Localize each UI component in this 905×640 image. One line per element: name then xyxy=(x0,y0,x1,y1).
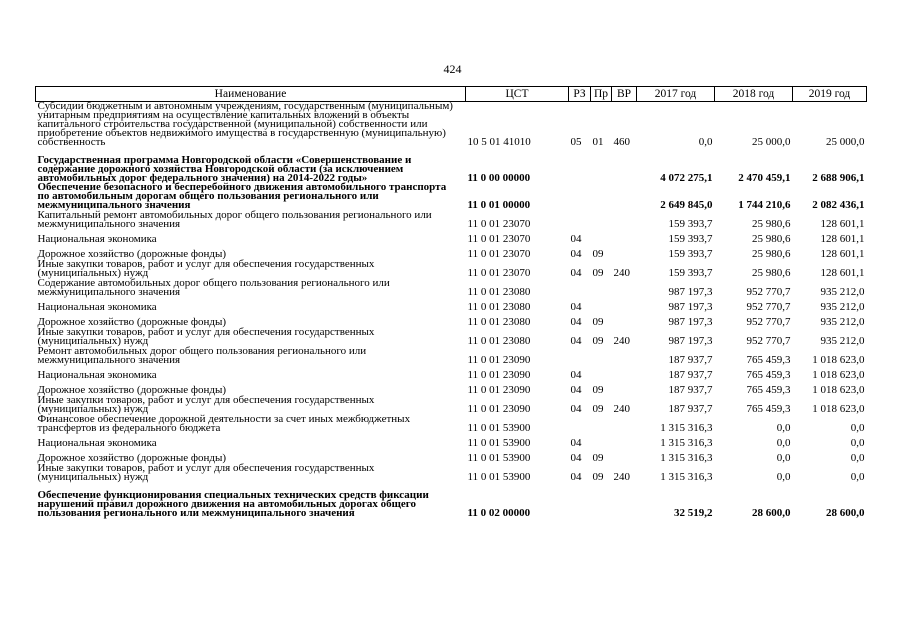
header-pr: Пр xyxy=(591,87,612,102)
table-row xyxy=(36,229,867,244)
row-cst: 11 0 01 23090 xyxy=(467,369,531,381)
row-cst: 11 0 01 53900 xyxy=(467,452,531,464)
row-name: Иные закупки товаров, работ и услуг для обеспечения государственных (муниципальных) нужд xyxy=(37,394,375,415)
header-2019: 2019 год xyxy=(793,87,867,102)
row-cst: 11 0 01 23090 xyxy=(467,403,531,415)
row-cst: 11 0 01 23070 xyxy=(467,248,531,260)
row-vr: 460 xyxy=(613,136,630,148)
row-cst: 11 0 01 23080 xyxy=(467,301,531,313)
row-vr xyxy=(612,433,637,448)
budget-table xyxy=(35,86,867,518)
row-name: Иные закупки товаров, работ и услуг для обеспечения государственных (муниципальных) нужд xyxy=(37,462,375,483)
row-rz: 04 xyxy=(570,384,582,396)
header-vr: ВР xyxy=(612,87,637,102)
table-row xyxy=(36,346,867,365)
table-row xyxy=(36,312,867,327)
row-2018: 1 744 210,6 xyxy=(738,199,791,211)
row-2018: 0,0 xyxy=(776,452,791,464)
row-name: Финансовое обеспечение дорожной деятельности за счет иных межбюджетных трансфертов из федерального бюджета xyxy=(37,413,411,434)
row-vr xyxy=(612,147,637,183)
row-rz: 04 xyxy=(570,403,582,415)
row-pr: 09 xyxy=(592,471,604,483)
row-cst: 11 0 01 23070 xyxy=(467,218,531,230)
row-name: Национальная экономика xyxy=(37,233,157,245)
row-vr xyxy=(612,414,637,433)
row-2019: 1 018 623,0 xyxy=(812,384,865,396)
table-row xyxy=(36,244,867,259)
row-rz: 04 xyxy=(570,369,582,381)
row-pr: 01 xyxy=(592,136,604,148)
header-2018: 2018 год xyxy=(715,87,793,102)
row-rz: 04 xyxy=(570,316,582,328)
row-2018: 0,0 xyxy=(776,422,791,434)
row-vr xyxy=(612,278,637,297)
row-rz: 04 xyxy=(570,437,582,449)
row-2019: 1 018 623,0 xyxy=(812,369,865,381)
row-2019: 0,0 xyxy=(850,437,865,449)
table-row xyxy=(36,147,867,183)
row-vr xyxy=(612,229,637,244)
row-vr xyxy=(612,482,637,518)
row-name: Дорожное хозяйство (дорожные фонды) xyxy=(37,316,227,328)
row-2017: 32 519,2 xyxy=(674,507,713,519)
row-2017: 1 315 316,3 xyxy=(660,437,713,449)
row-2017: 159 393,7 xyxy=(668,218,713,230)
row-vr xyxy=(612,365,637,380)
row-2019: 935 212,0 xyxy=(820,286,865,298)
row-2019: 935 212,0 xyxy=(820,335,865,347)
row-2017: 2 649 845,0 xyxy=(660,199,713,211)
row-name: Дорожное хозяйство (дорожные фонды) xyxy=(37,248,227,260)
row-2017: 987 197,3 xyxy=(668,316,713,328)
row-2018: 952 770,7 xyxy=(746,301,791,313)
row-name: Содержание автомобильных дорог общего пользования регионального или межмуниципального значения xyxy=(37,277,390,298)
row-vr xyxy=(612,380,637,395)
row-2017: 187 937,7 xyxy=(668,384,713,396)
row-cst: 11 0 01 00000 xyxy=(467,199,531,211)
row-rz: 04 xyxy=(570,471,582,483)
row-pr xyxy=(591,297,612,312)
row-2019: 128 601,1 xyxy=(820,218,865,230)
row-rz: 04 xyxy=(570,301,582,313)
row-2017: 1 315 316,3 xyxy=(660,452,713,464)
row-name: Обеспечение безопасного и бесперебойного движения автомобильного транспорта по автомобильным дорогам общего пользования регионального или межмуниципального значения xyxy=(37,181,447,211)
row-rz xyxy=(569,414,591,433)
row-2017: 987 197,3 xyxy=(668,335,713,347)
row-rz: 04 xyxy=(570,335,582,347)
header-2017: 2017 год xyxy=(637,87,715,102)
row-cst: 11 0 01 23080 xyxy=(467,286,531,298)
row-pr: 09 xyxy=(592,248,604,260)
row-cst: 11 0 01 23070 xyxy=(467,267,531,279)
row-vr: 240 xyxy=(613,471,630,483)
row-2017: 987 197,3 xyxy=(668,286,713,298)
row-name: Национальная экономика xyxy=(37,437,157,449)
header-cst: ЦСТ xyxy=(466,87,569,102)
row-pr: 09 xyxy=(592,452,604,464)
table-row xyxy=(36,414,867,433)
table-row xyxy=(36,278,867,297)
row-vr xyxy=(612,210,637,229)
row-pr: 09 xyxy=(592,335,604,347)
row-cst: 11 0 01 23090 xyxy=(467,384,531,396)
row-2019: 1 018 623,0 xyxy=(812,403,865,415)
row-pr: 09 xyxy=(592,403,604,415)
row-cst: 11 0 02 00000 xyxy=(467,507,531,519)
row-pr xyxy=(591,482,612,518)
table-row xyxy=(36,380,867,395)
row-2017: 159 393,7 xyxy=(668,248,713,260)
row-pr: 09 xyxy=(592,267,604,279)
table-row xyxy=(36,433,867,448)
row-name: Капитальный ремонт автомобильных дорог общего пользования регионального или межмуниципального значения xyxy=(37,209,432,230)
row-cst: 11 0 01 53900 xyxy=(467,437,531,449)
row-cst: 11 0 01 23090 xyxy=(467,354,531,366)
row-vr xyxy=(612,244,637,259)
row-2019: 935 212,0 xyxy=(820,316,865,328)
table-row xyxy=(36,327,867,346)
row-name: Национальная экономика xyxy=(37,301,157,313)
row-cst: 11 0 01 23080 xyxy=(467,316,531,328)
row-2017: 159 393,7 xyxy=(668,233,713,245)
header-rz: РЗ xyxy=(569,87,591,102)
row-2019: 128 601,1 xyxy=(820,248,865,260)
row-rz xyxy=(569,210,591,229)
row-cst: 11 0 01 23070 xyxy=(467,233,531,245)
row-2019: 28 600,0 xyxy=(826,507,865,519)
row-2018: 2 470 459,1 xyxy=(738,172,791,184)
row-2017: 987 197,3 xyxy=(668,301,713,313)
row-vr xyxy=(612,448,637,463)
row-2019: 2 688 906,1 xyxy=(812,172,865,184)
page-number: 424 xyxy=(443,62,462,76)
row-name: Иные закупки товаров, работ и услуг для обеспечения государственных (муниципальных) нужд xyxy=(37,326,375,347)
row-pr xyxy=(591,346,612,365)
table-row xyxy=(36,448,867,463)
row-rz xyxy=(569,482,591,518)
row-cst: 11 0 01 53900 xyxy=(467,471,531,483)
row-cst: 11 0 01 23080 xyxy=(467,335,531,347)
row-2018: 28 600,0 xyxy=(752,507,791,519)
row-pr: 09 xyxy=(592,316,604,328)
row-name: Иные закупки товаров, работ и услуг для обеспечения государственных (муниципальных) нужд xyxy=(37,258,375,279)
row-2018: 952 770,7 xyxy=(746,286,791,298)
row-2018: 25 980,6 xyxy=(752,233,791,245)
row-2018: 25 980,6 xyxy=(752,248,791,260)
row-2018: 25 980,6 xyxy=(752,218,791,230)
row-2017: 0,0 xyxy=(698,136,713,148)
row-2019: 128 601,1 xyxy=(820,267,865,279)
row-name: Государственная программа Новгородской области «Совершенствование и содержание дорожного хозяйства Новгородской области (за исключением автомобильных дорог федерального значения) на 2014-2022 годы» xyxy=(37,154,412,184)
row-2017: 1 315 316,3 xyxy=(660,471,713,483)
row-rz xyxy=(569,278,591,297)
row-name: Дорожное хозяйство (дорожные фонды) xyxy=(37,452,227,464)
row-pr xyxy=(591,183,612,210)
row-2019: 2 082 436,1 xyxy=(812,199,865,211)
row-2019: 0,0 xyxy=(850,452,865,464)
row-name: Национальная экономика xyxy=(37,369,157,381)
row-2018: 952 770,7 xyxy=(746,335,791,347)
row-vr: 240 xyxy=(613,403,630,415)
row-2019: 128 601,1 xyxy=(820,233,865,245)
row-rz xyxy=(569,346,591,365)
row-vr xyxy=(612,312,637,327)
row-2017: 187 937,7 xyxy=(668,403,713,415)
row-vr: 240 xyxy=(613,335,630,347)
header-name: Наименование xyxy=(36,87,466,102)
row-vr xyxy=(612,183,637,210)
row-rz: 05 xyxy=(570,136,582,148)
table-row xyxy=(36,395,867,414)
table-row xyxy=(36,259,867,278)
row-name: Ремонт автомобильных дорог общего пользования регионального или межмуниципального значения xyxy=(37,345,367,366)
table-row xyxy=(36,210,867,229)
row-2018: 0,0 xyxy=(776,471,791,483)
row-name: Обеспечение функционирования специальных технических средств фиксации нарушений правил дорожного движения на автомобильных дорогах общего пользования регионального или межмуниципального значения xyxy=(37,489,429,519)
row-rz: 04 xyxy=(570,452,582,464)
row-2018: 952 770,7 xyxy=(746,316,791,328)
row-name: Субсидии бюджетным и автономным учреждениям, государственным (муниципальным) унитарным предприятиям на осуществление капитальных вложений в объекты капитального строительства государственной (муниципальной) собственности или приобретение объектов недвижимого имущества в государственную (муниципальную) собственность xyxy=(37,100,453,148)
row-2019: 0,0 xyxy=(850,422,865,434)
row-vr xyxy=(612,346,637,365)
row-2017: 159 393,7 xyxy=(668,267,713,279)
table-row xyxy=(36,102,867,148)
row-pr xyxy=(591,147,612,183)
row-cst: 11 0 01 53900 xyxy=(467,422,531,434)
row-2018: 25 000,0 xyxy=(752,136,791,148)
row-pr xyxy=(591,414,612,433)
row-2019: 25 000,0 xyxy=(826,136,865,148)
row-2019: 0,0 xyxy=(850,471,865,483)
row-rz: 04 xyxy=(570,233,582,245)
row-name: Дорожное хозяйство (дорожные фонды) xyxy=(37,384,227,396)
table-row xyxy=(36,297,867,312)
row-rz: 04 xyxy=(570,267,582,279)
row-2018: 765 459,3 xyxy=(746,354,791,366)
row-pr xyxy=(591,278,612,297)
row-2017: 187 937,7 xyxy=(668,369,713,381)
row-pr xyxy=(591,365,612,380)
row-2018: 765 459,3 xyxy=(746,403,791,415)
row-2017: 4 072 275,1 xyxy=(660,172,713,184)
row-pr xyxy=(591,229,612,244)
row-2017: 1 315 316,3 xyxy=(660,422,713,434)
row-pr: 09 xyxy=(592,384,604,396)
row-vr: 240 xyxy=(613,267,630,279)
table-row xyxy=(36,482,867,518)
row-pr xyxy=(591,210,612,229)
row-rz xyxy=(569,183,591,210)
row-2018: 0,0 xyxy=(776,437,791,449)
row-pr xyxy=(591,433,612,448)
row-cst: 11 0 00 00000 xyxy=(467,172,531,184)
row-2018: 25 980,6 xyxy=(752,267,791,279)
table-row xyxy=(36,365,867,380)
row-2017: 187 937,7 xyxy=(668,354,713,366)
row-rz: 04 xyxy=(570,248,582,260)
row-2019: 935 212,0 xyxy=(820,301,865,313)
row-2018: 765 459,3 xyxy=(746,384,791,396)
table-row xyxy=(36,463,867,482)
row-cst: 10 5 01 41010 xyxy=(467,136,531,148)
row-vr xyxy=(612,297,637,312)
row-2018: 765 459,3 xyxy=(746,369,791,381)
table-row xyxy=(36,183,867,210)
row-rz xyxy=(569,147,591,183)
row-2019: 1 018 623,0 xyxy=(812,354,865,366)
